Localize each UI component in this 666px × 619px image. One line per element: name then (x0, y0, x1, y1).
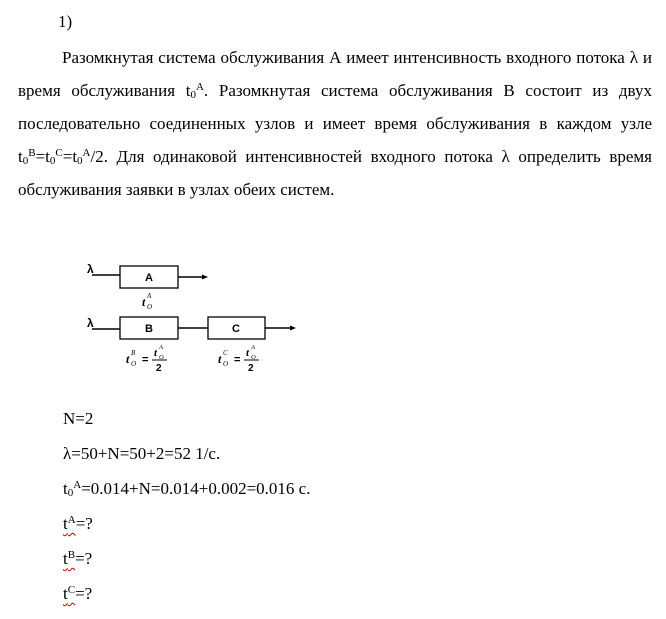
lambda-line: λ=50+N=50+2=52 1/с. (63, 444, 221, 463)
t0-letter: t (63, 479, 68, 498)
time-a-sub: O (147, 303, 153, 311)
task-statement (18, 41, 652, 206)
task-number: 1) (58, 12, 73, 31)
unknown-t-c-letter (63, 584, 75, 603)
time-b-num-letter: t (154, 347, 158, 359)
node-b-label: B (145, 323, 153, 335)
time-a-letter: t (142, 295, 146, 309)
time-c-num-sup: A (251, 344, 255, 351)
time-c-num-letter: t (246, 347, 250, 359)
letter: t (63, 584, 68, 603)
time-c-eq: = (234, 354, 241, 366)
time-c-num-sub: O (251, 354, 256, 361)
time-c-sup: C (223, 349, 228, 357)
superscript: B (28, 147, 36, 159)
n-line: N=2 (63, 409, 94, 428)
unknown-t-b-letter (63, 549, 75, 568)
t0-line (63, 471, 310, 506)
letter: t (63, 549, 68, 568)
text-run: =t (62, 147, 78, 166)
node-c-label: C (232, 323, 240, 335)
text-run: . Разомкнутая система обслуживания В состоит из двух последовательно соединенных узлов и имеет время обслуживания в каждом узле t (18, 81, 652, 166)
lambda-label-a: λ (87, 262, 94, 276)
arrow-head-c (290, 326, 296, 331)
suffix: =? (75, 549, 93, 568)
time-b-num-sub: O (159, 354, 164, 361)
time-b-eq: = (142, 354, 149, 366)
unknown-t-a (63, 506, 310, 541)
subscript: 0 (49, 155, 56, 167)
unknown-t-b (63, 541, 310, 576)
arrow-head-a (202, 275, 208, 280)
text-run: /2. Для одинаковой интенсивностей входного потока λ определить время обслуживания заявки в узлах обеих систем. (18, 147, 652, 199)
t0-rest: =0.014+N=0.014+0.002=0.016 с. (81, 479, 311, 498)
t0-sub: 0 (67, 487, 74, 499)
time-b-letter: t (126, 352, 130, 366)
text-run: Разомкнутая система обслуживания А имеет интенсивность входного потока λ и время обслуживания t (18, 48, 652, 100)
sup: B (67, 549, 76, 561)
time-b-num-sup: A (159, 344, 163, 351)
subscript: 0 (22, 155, 29, 167)
queue-system-diagram (84, 260, 324, 380)
time-b-sup: B (131, 349, 136, 357)
superscript: A (195, 81, 204, 93)
superscript: C (55, 147, 63, 159)
time-c-den: 2 (248, 363, 254, 374)
lambda-label-b: λ (87, 316, 94, 330)
t0-sup: A (73, 479, 82, 491)
time-c-letter: t (218, 352, 222, 366)
solution-block (63, 401, 310, 611)
unknown-t-a-letter (63, 514, 76, 533)
node-a-label: A (145, 272, 153, 284)
superscript: A (82, 147, 91, 159)
text-run: =t (35, 147, 50, 166)
sup: A (67, 514, 76, 526)
letter: t (63, 514, 68, 533)
suffix: =? (75, 514, 93, 533)
time-a-sup: A (147, 292, 152, 300)
time-c-sub: O (223, 360, 229, 368)
sup: C (67, 584, 76, 596)
suffix: =? (75, 584, 93, 603)
unknown-t-c (63, 576, 310, 611)
subscript: 0 (77, 155, 83, 167)
time-b-sub: O (131, 360, 137, 368)
subscript: 0 (190, 89, 196, 101)
time-b-den: 2 (156, 363, 162, 374)
